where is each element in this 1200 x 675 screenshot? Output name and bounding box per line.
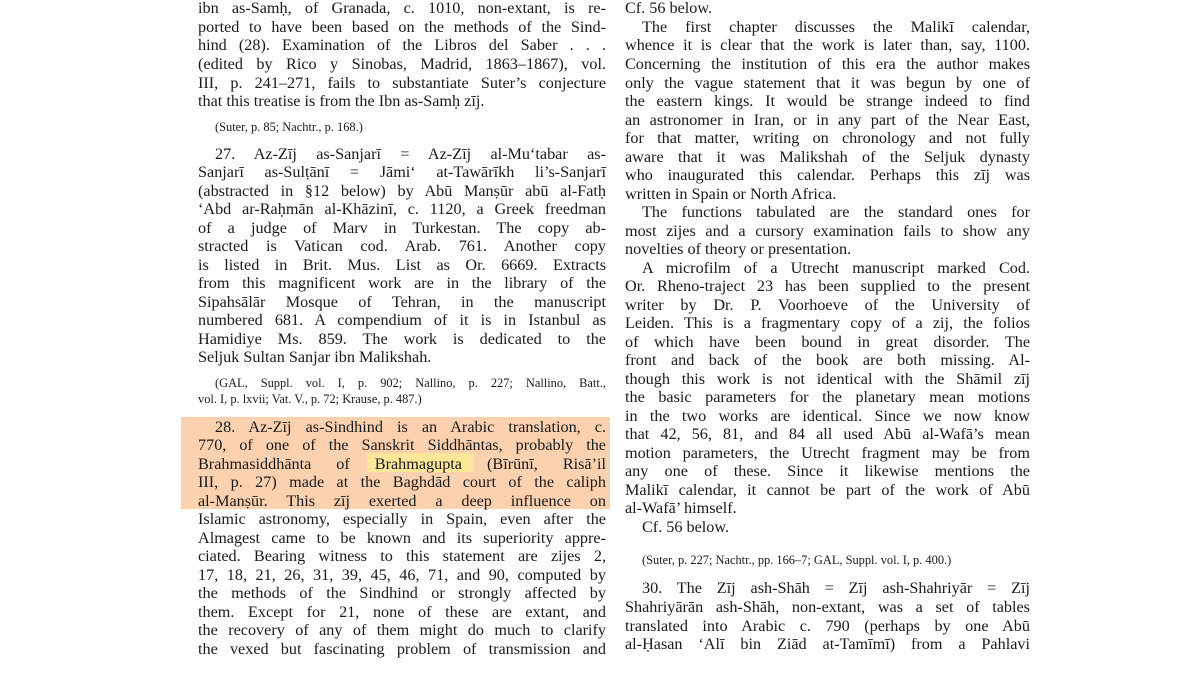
left-line: Almagest came to be known and its superiority appre- xyxy=(198,529,606,547)
right-line: in the two works are identical. Since we now know xyxy=(625,407,1030,425)
right-line: A microfilm of a Utrecht manuscript marked Cod. xyxy=(642,259,1030,277)
right-line: translated into Arabic c. 790 (perhaps by one Abū xyxy=(625,617,1030,635)
right-line: front and back of the book are both missing. Al- xyxy=(625,351,1030,369)
left-line: the vexed but fascinating problem of transmission and xyxy=(198,640,606,658)
left-line: ciated. Bearing witness to this statement are zijes 2, xyxy=(198,547,606,565)
right-line: aware that it was Malikshah of the Seljuk dynasty xyxy=(625,148,1030,166)
right-line: though this work is not identical with the Shāmil zīj xyxy=(625,370,1030,388)
right-line: novelties of theory or presentation. xyxy=(625,240,852,258)
right-line: Leiden. This is a fragmentary copy of a zij, the folios xyxy=(625,314,1030,332)
citation: (Suter, p. 227; Nachtr., pp. 166–7; GAL, Suppl. vol. I, p. 400.) xyxy=(642,553,952,567)
left-line: 770, of one of the Sanskrit Siddhāntas, probably the xyxy=(198,436,606,454)
left-line: (abstracted in §12 below) by Abū Manṣūr abū al-Fatḥ xyxy=(198,182,606,200)
right-line: the basic parameters for the planetary mean motions xyxy=(625,388,1030,406)
left-line: Brahmasiddhānta of Brahmagupta (Bīrūnī, Risā’il xyxy=(198,455,606,473)
left-line: numbered 681. A compendium of it is in Istanbul as xyxy=(198,311,606,329)
cross-reference: Cf. 56 below. xyxy=(625,0,713,17)
right-line: written in Spain or North Africa. xyxy=(625,185,837,203)
right-line: most zijes and a cursory examination fails to show any xyxy=(625,222,1030,240)
right-line: the eastern kings. It would be strange indeed to find xyxy=(625,92,1030,110)
left-line: from this magnificent work are in the library of the xyxy=(198,274,606,292)
left-line: Sanjarī as-Sulṭānī = Jāmi‘ at-Tawārīkh li’s-Sanjarī xyxy=(198,163,606,181)
left-line: Islamic astronomy, especially in Spain, even after the xyxy=(198,510,606,528)
left-line: ported to have been based on the methods of the Sind- xyxy=(198,18,606,36)
right-line: al-Wafā’ himself. xyxy=(625,499,737,517)
left-line: of a judge of Marv in Turkestan. The copy ab- xyxy=(198,219,606,237)
left-line: is listed in Brit. Mus. List as Or. 6669. Extracts xyxy=(198,256,606,274)
left-line: stracted is Vatican cod. Arab. 761. Another copy xyxy=(198,237,606,255)
left-line: ‘Abd ar-Raḥmān al-Khāzinī, c. 1120, a Greek freedman xyxy=(198,200,606,218)
right-line: an astronomer in Iran, or in any part of the Near East, xyxy=(625,111,1030,129)
left-line: the methods of the Sindhind or strongly affected by xyxy=(198,584,606,602)
left-line: that this treatise is from the Ibn as-Samḥ zīj. xyxy=(198,92,485,110)
entry-30-heading: 30. The Zīj ash-Shāh = Zīj ash-Shahriyār = Zīj xyxy=(642,579,1030,597)
right-line: Concerning the institution of this era the author makes xyxy=(625,55,1030,73)
right-line: only the vague statement that it was begun by one of xyxy=(625,74,1030,92)
right-line: The functions tabulated are the standard ones for xyxy=(642,203,1030,221)
right-line: al-Ḥasan ‘Alī bin Ziād at-Tamīmī) from a Pahlavi xyxy=(625,635,1030,653)
cross-reference: Cf. 56 below. xyxy=(642,518,730,536)
entry-27-heading: 27. Az-Zīj as-Sanjarī = Az-Zīj al-Mu‘tabar as- xyxy=(215,145,606,163)
right-line: that 42, 56, 81, and 84 all used Abū al-Wafā’s mean xyxy=(625,425,1030,443)
left-line: ibn as-Samḥ, of Granada, c. 1010, non-extant, is re- xyxy=(198,0,606,17)
left-line: III, p. 241–271, fails to substantiate Suter’s conjecture xyxy=(198,74,606,92)
right-line: writer by Dr. P. Voorhoeve of the University of xyxy=(625,296,1030,314)
left-line: the recovery of any of them might do much to clarify xyxy=(198,621,606,639)
right-line: of which have been bound in great disorder. The xyxy=(625,333,1030,351)
right-line: motion parameters, the Utrecht fragment may be from xyxy=(625,444,1030,462)
right-line: Or. Rheno-traject 23 has been supplied to the present xyxy=(625,277,1030,295)
left-line: Sipahsālār Mosque of Tehran, in the manuscript xyxy=(198,293,606,311)
right-line: whence it is clear that the work is later than, say, 1100. xyxy=(625,36,1030,54)
left-line: them. Except for 21, none of these are extant, and xyxy=(198,603,606,621)
left-line: al-Manṣūr. This zīj exerted a deep influence on xyxy=(198,492,606,510)
right-line: any one of these. Since it likewise mentions the xyxy=(625,462,1030,480)
right-line: for that matter, writing on chronology and not fully xyxy=(625,129,1030,147)
left-line: hind (28). Examination of the Libros del Saber . . . xyxy=(198,36,606,54)
right-line: who inaugurated this calendar. Perhaps this zīj was xyxy=(625,166,1030,184)
right-line: The first chapter discusses the Malikī calendar, xyxy=(642,18,1030,36)
right-line: Malikī calendar, it cannot be part of the work of Abū xyxy=(625,481,1030,499)
entry-28-heading: 28. Az-Zīj as-Sindhind is an Arabic translation, c. xyxy=(215,418,606,436)
left-line: 17, 18, 21, 26, 31, 39, 45, 46, 71, and 90, computed by xyxy=(198,566,606,584)
citation: (Suter, p. 85; Nachtr., p. 168.) xyxy=(215,120,363,134)
left-line: (edited by Rico y Sinobas, Madrid, 1863–1867), vol. xyxy=(198,55,606,73)
left-line: Hamidiye Ms. 859. The work is dedicated to the xyxy=(198,330,606,348)
right-line: Shahriyārān ash-Shāh, non-extant, was a set of tables xyxy=(625,598,1030,616)
citation: vol. I, p. lxvii; Vat. V., p. 72; Krause, p. 487.) xyxy=(198,392,422,406)
left-line: Seljuk Sultan Sanjar ibn Malikshah. xyxy=(198,348,432,366)
left-line: III, p. 27) made at the Baghdād court of the caliph xyxy=(198,473,606,491)
citation: (GAL, Suppl. vol. I, p. 902; Nallino, p. 227; Nallino, Batt., xyxy=(215,376,606,390)
